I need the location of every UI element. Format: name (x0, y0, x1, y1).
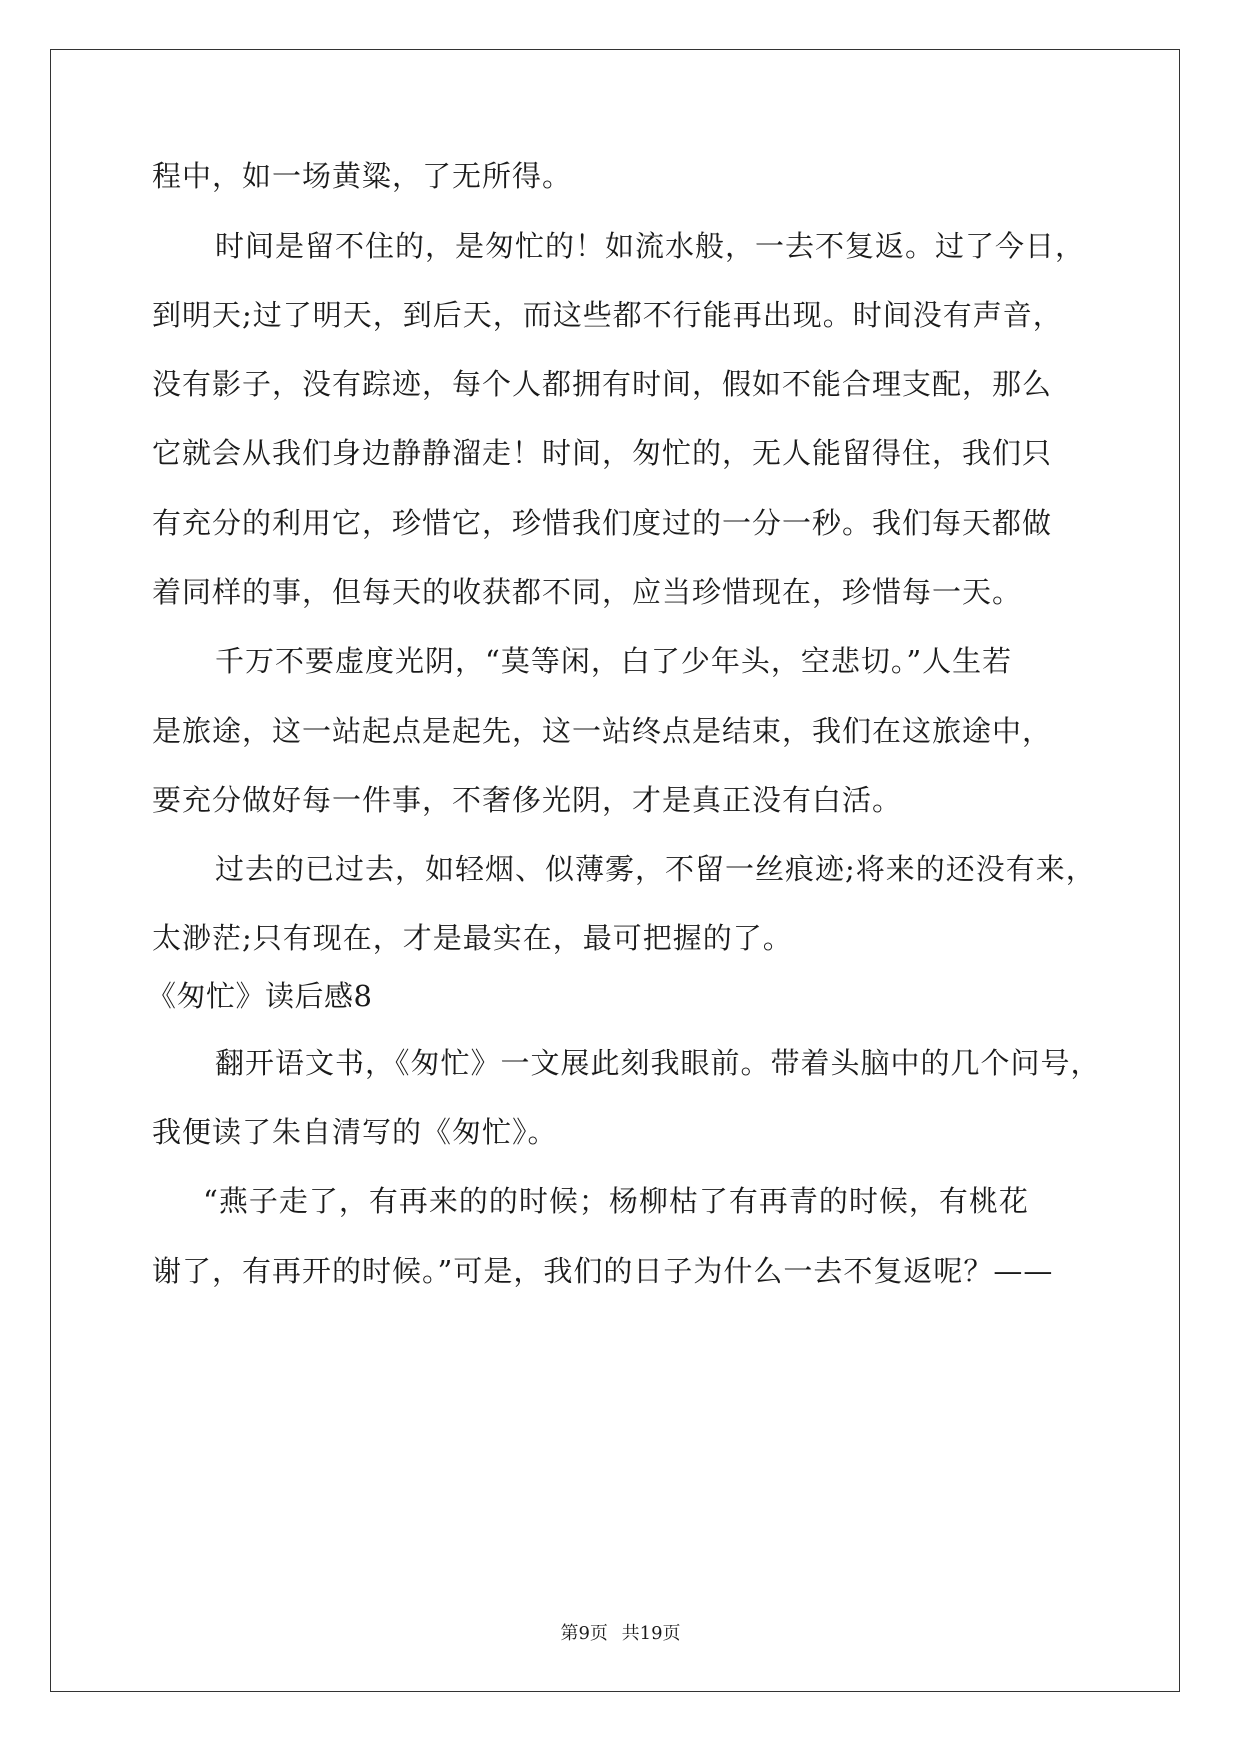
text-line: 翻开语文书，《匆忙》一文展此刻我眼前。带着头脑中的几个问号， (215, 1046, 1101, 1080)
text-line: 有充分的利用它，珍惜它，珍惜我们度过的一分一秒。我们每天都做 (152, 506, 1053, 540)
text-line: 没有影子，没有踪迹，每个人都拥有时间，假如不能合理支配，那么 (152, 367, 1053, 401)
text-line: 是旅途，这一站起点是起先，这一站终点是结束，我们在这旅途中， (152, 714, 1053, 748)
text-line: 我便读了朱自清写的《匆忙》。 (152, 1115, 558, 1149)
page-total: 共19页 (621, 1623, 681, 1644)
text-line: 千万不要虚度光阴，“莫等闲，白了少年头，空悲切。”人生若 (215, 644, 1013, 678)
page-number: 第9页 (560, 1623, 608, 1644)
text-line: 它就会从我们身边静静溜走！时间，匆忙的，无人能留得住，我们只 (152, 436, 1053, 470)
text-line: 程中，如一场黄粱，了无所得。 (152, 159, 573, 193)
page-footer (0, 1622, 1241, 1646)
text-line: 时间是留不住的，是匆忙的！如流水般，一去不复返。过了今日， (215, 229, 1086, 263)
text-line: 要充分做好每一件事，不奢侈光阴，才是真正没有白活。 (152, 783, 903, 817)
text-line: 谢了，有再开的时候。”可是，我们的日子为什么一去不复返呢？—— (152, 1254, 1054, 1288)
text-line: 太渺茫;只有现在，才是最实在，最可把握的了。 (152, 921, 793, 955)
section-heading: 《匆忙》读后感8 (147, 979, 373, 1013)
text-line: 到明天;过了明天，到后天，而这些都不行能再出现。时间没有声音， (152, 298, 1063, 332)
text-line: 着同样的事，但每天的收获都不同，应当珍惜现在，珍惜每一天。 (152, 575, 1023, 609)
text-line: “燕子走了，有再来的的时候；杨柳枯了有再青的时候，有桃花 (203, 1184, 1029, 1218)
text-line: 过去的已过去，如轻烟、似薄雾，不留一丝痕迹;将来的还没有来， (215, 852, 1096, 886)
